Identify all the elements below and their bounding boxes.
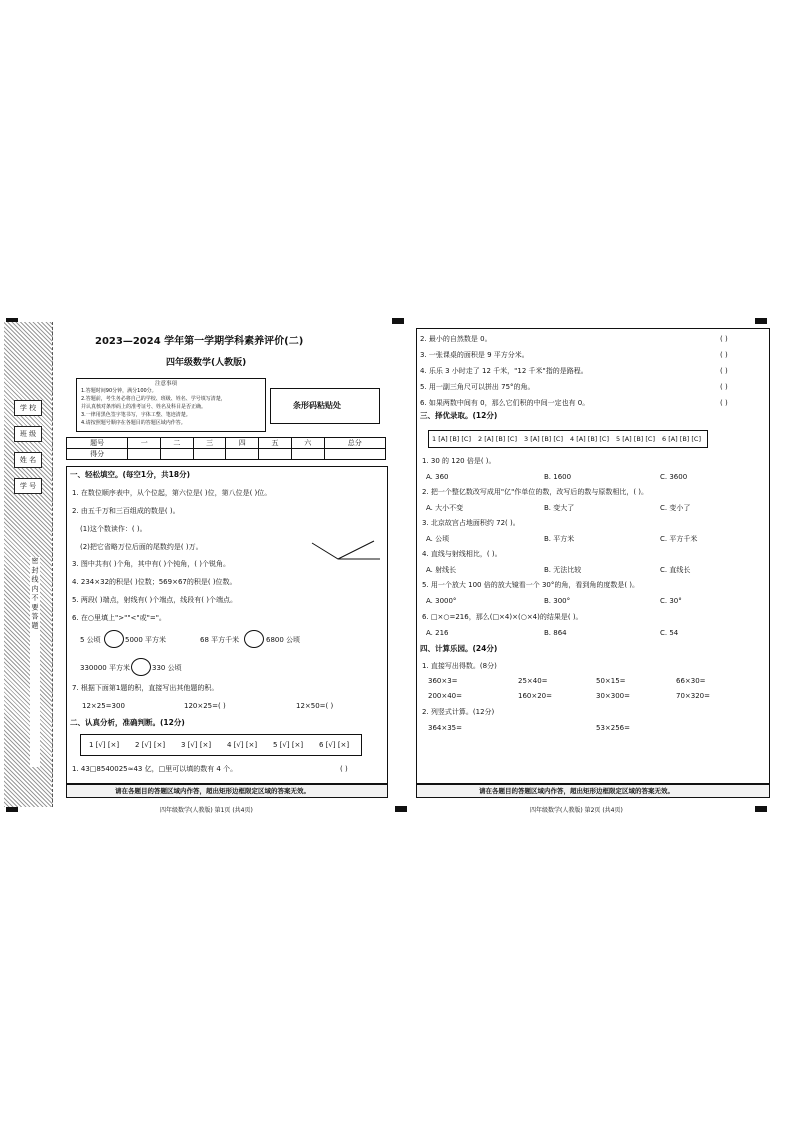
exam-title: 2023—2024 学年第一学期学科素养评价(二) bbox=[95, 336, 304, 347]
compare-circle[interactable] bbox=[244, 630, 264, 648]
calc-title-1: 1. 直接写出得数。(8分) bbox=[422, 662, 497, 670]
choice-question-4: 4. 直线与射线相比，( )。 bbox=[422, 550, 502, 558]
product-blank: 12×50=( ) bbox=[296, 702, 334, 710]
notice-line: 3.一律用黑色签字笔书写，字体工整、笔迹清楚。 bbox=[81, 412, 191, 418]
question-fill-4: 4. 234×32的积是( )位数；569×67的积是( )位数。 bbox=[72, 578, 237, 586]
judge-option[interactable]: 3 [√] [×] bbox=[181, 741, 212, 749]
page2-footer-bar bbox=[416, 784, 770, 798]
judge-option[interactable]: 4 [√] [×] bbox=[227, 741, 258, 749]
seal-line-text: 密 封 线 内 不 要 答 题 bbox=[30, 557, 40, 767]
calc-item[interactable]: 66×30= bbox=[676, 677, 706, 685]
judge-option[interactable]: 5 [√] [×] bbox=[273, 741, 304, 749]
option-b[interactable]: B. 无法比较 bbox=[544, 566, 582, 574]
compare-left: 330000 平方米 bbox=[80, 664, 130, 672]
product-blank: 120×25=( ) bbox=[184, 702, 226, 710]
option-b[interactable]: B. 300° bbox=[544, 597, 571, 605]
section4-title: 四、计算乐园。(24分) bbox=[420, 644, 498, 653]
angle-diagram bbox=[310, 539, 382, 565]
score-cell[interactable] bbox=[259, 449, 292, 460]
question-fill-5: 5. 两段( )端点，射线有( )个端点，线段有( )个端点。 bbox=[72, 596, 237, 604]
choice-option[interactable]: 3 [A] [B] [C] bbox=[524, 435, 563, 443]
judge-question-6: 6. 如果两数中间有 0，那么它们积的中间一定也有 0。 bbox=[420, 399, 590, 407]
score-cell[interactable] bbox=[128, 449, 161, 460]
score-header: 三 bbox=[193, 438, 226, 449]
question-fill-6: 6. 在○里填上">""<"或"="。 bbox=[72, 614, 166, 622]
option-a[interactable]: A. 射线长 bbox=[426, 566, 457, 574]
answer-paren[interactable]: ( ) bbox=[720, 335, 728, 343]
choice-option[interactable]: 1 [A] [B] [C] bbox=[432, 435, 471, 443]
question-fill-1: 1. 在数位顺序表中，从个位起，第六位是( )位，第八位是( )位。 bbox=[72, 489, 272, 497]
choice-question-1: 1. 30 的 120 倍是( )。 bbox=[422, 457, 496, 465]
calc-item[interactable]: 50×15= bbox=[596, 677, 626, 685]
judge-question-4: 4. 乐乐 3 小时走了 12 千米，"12 千米"指的是路程。 bbox=[420, 367, 588, 375]
option-a[interactable]: A. 216 bbox=[426, 629, 449, 637]
section3-title: 三、择优录取。(12分) bbox=[420, 411, 498, 420]
column-calc-item[interactable]: 53×256= bbox=[596, 724, 630, 732]
question-fill-2b: (2)把它省略万位后面的尾数约是( )万。 bbox=[80, 543, 203, 551]
notice-box bbox=[76, 378, 266, 432]
option-b[interactable]: B. 1600 bbox=[544, 473, 572, 481]
footer-note: 请在各题目的答题区域内作答，超出矩形边框限定区域的答案无效。 bbox=[115, 787, 310, 795]
answer-paren[interactable]: ( ) bbox=[720, 351, 728, 359]
calc-item[interactable]: 70×320= bbox=[676, 692, 710, 700]
option-c[interactable]: C. 3600 bbox=[660, 473, 688, 481]
judge-question-2: 2. 最小的自然数是 0。 bbox=[420, 335, 492, 343]
calc-title-2: 2. 列竖式计算。(12分) bbox=[422, 708, 495, 716]
judge-question-3: 3. 一张课桌的面积是 9 平方分米。 bbox=[420, 351, 529, 359]
score-cell[interactable] bbox=[324, 449, 385, 460]
notice-line: 1.答题时间90分钟，满分100分。 bbox=[81, 388, 157, 394]
option-c[interactable]: C. 平方千米 bbox=[660, 535, 698, 543]
column-calc-item[interactable]: 364×35= bbox=[428, 724, 462, 732]
choice-question-6: 6. □×○=216，那么(□×4)×(○×4)的结果是( )。 bbox=[422, 613, 583, 621]
option-c[interactable]: C. 54 bbox=[660, 629, 679, 637]
choice-question-5: 5. 用一个放大 100 倍的放大镜看一个 30°的角，看到角的度数是( )。 bbox=[422, 581, 640, 589]
choice-question-2: 2. 把一个整亿数改写成用"亿"作单位的数，改写后的数与原数相比，( )。 bbox=[422, 488, 649, 496]
calc-item[interactable]: 360×3= bbox=[428, 677, 458, 685]
notice-line: 2.答题前，考生务必将自己的学校、班级、姓名、学号填写清楚， bbox=[81, 396, 226, 402]
notice-line: 4.请按照题号顺序在各题目的答题区域内作答。 bbox=[81, 420, 186, 426]
option-a[interactable]: A. 大小不变 bbox=[426, 504, 464, 512]
registration-mark bbox=[755, 806, 767, 812]
answer-paren[interactable]: ( ) bbox=[340, 765, 348, 773]
compare-left: 5 公顷 bbox=[80, 636, 101, 644]
answer-paren[interactable]: ( ) bbox=[720, 367, 728, 375]
binding-sidebar bbox=[4, 322, 53, 807]
score-header: 五 bbox=[259, 438, 292, 449]
choice-option[interactable]: 2 [A] [B] [C] bbox=[478, 435, 517, 443]
question-fill-2a: (1)这个数读作：( )。 bbox=[80, 525, 147, 533]
judge-question-1: 1. 43□8540025≈43 亿，□里可以填的数有 4 个。 bbox=[72, 765, 238, 773]
judge-option[interactable]: 1 [√] [×] bbox=[89, 741, 120, 749]
student-id-field: 学 号 bbox=[14, 478, 42, 494]
school-field: 学 校 bbox=[14, 400, 42, 416]
score-cell[interactable] bbox=[226, 449, 259, 460]
choice-option[interactable]: 4 [A] [B] [C] bbox=[570, 435, 609, 443]
judge-option[interactable]: 6 [√] [×] bbox=[319, 741, 350, 749]
option-c[interactable]: C. 直线长 bbox=[660, 566, 691, 574]
answer-paren[interactable]: ( ) bbox=[720, 383, 728, 391]
score-header: 四 bbox=[226, 438, 259, 449]
product-given: 12×25=300 bbox=[82, 702, 125, 710]
option-b[interactable]: B. 864 bbox=[544, 629, 567, 637]
compare-right: 330 公顷 bbox=[152, 664, 182, 672]
page-number: 四年级数学(人教版) 第1页 (共4页) bbox=[160, 807, 253, 814]
choice-question-3: 3. 北京故宫占地面积约 72( )。 bbox=[422, 519, 520, 527]
compare-circle[interactable] bbox=[104, 630, 124, 648]
calc-item[interactable]: 200×40= bbox=[428, 692, 462, 700]
option-a[interactable]: A. 3000° bbox=[426, 597, 457, 605]
question-fill-7: 7. 根据下面第1题的积，直接写出其他题的积。 bbox=[72, 684, 219, 692]
option-a[interactable]: A. 360 bbox=[426, 473, 449, 481]
answer-paren[interactable]: ( ) bbox=[720, 399, 728, 407]
score-cell[interactable] bbox=[291, 449, 324, 460]
compare-right: 6800 公顷 bbox=[266, 636, 301, 644]
barcode-area bbox=[270, 388, 380, 424]
registration-mark bbox=[755, 318, 767, 324]
option-c[interactable]: C. 30° bbox=[660, 597, 682, 605]
section1-title: 一、轻松填空。(每空1分，共18分) bbox=[70, 470, 191, 479]
choice-option[interactable]: 6 [A] [B] [C] bbox=[662, 435, 701, 443]
compare-right: 5000 平方米 bbox=[125, 636, 167, 644]
option-b[interactable]: B. 变大了 bbox=[544, 504, 575, 512]
score-header: 题号 bbox=[67, 438, 128, 449]
score-table bbox=[66, 437, 386, 460]
question-fill-3: 3. 图中共有( )个角，其中有( )个钝角，( )个锐角。 bbox=[72, 560, 230, 568]
section2-title: 二、认真分析，准确判断。(12分) bbox=[70, 718, 185, 727]
compare-left: 68 平方千米 bbox=[200, 636, 240, 644]
calc-item[interactable]: 160×20= bbox=[518, 692, 552, 700]
notice-heading: 注意事项 bbox=[155, 381, 178, 387]
option-b[interactable]: B. 平方米 bbox=[544, 535, 575, 543]
registration-mark bbox=[392, 318, 404, 324]
score-header: 总分 bbox=[324, 438, 385, 449]
choice-option[interactable]: 5 [A] [B] [C] bbox=[616, 435, 655, 443]
judge-answer-key bbox=[80, 734, 362, 756]
page1-footer-bar bbox=[66, 784, 388, 798]
barcode-label: 条形码粘贴处 bbox=[293, 401, 341, 410]
compare-circle[interactable] bbox=[131, 658, 151, 676]
option-c[interactable]: C. 变小了 bbox=[660, 504, 691, 512]
score-cell[interactable] bbox=[161, 449, 194, 460]
score-header: 一 bbox=[128, 438, 161, 449]
notice-line: 并认真核对条形码上的准考证号、姓名及科目是否正确。 bbox=[81, 404, 207, 410]
option-a[interactable]: A. 公顷 bbox=[426, 535, 450, 543]
judge-option[interactable]: 2 [√] [×] bbox=[135, 741, 166, 749]
score-header: 六 bbox=[291, 438, 324, 449]
class-field: 班 级 bbox=[14, 426, 42, 442]
judge-question-5: 5. 用一副三角尺可以拼出 75°的角。 bbox=[420, 383, 535, 391]
name-field: 姓 名 bbox=[14, 452, 42, 468]
choice-answer-key bbox=[428, 430, 708, 448]
footer-note: 请在各题目的答题区域内作答，超出矩形边框限定区域的答案无效。 bbox=[479, 787, 674, 795]
page-number: 四年级数学(人教版) 第2页 (共4页) bbox=[530, 807, 623, 814]
calc-item[interactable]: 30×300= bbox=[596, 692, 630, 700]
score-header: 二 bbox=[161, 438, 194, 449]
registration-mark bbox=[395, 806, 407, 812]
question-fill-2: 2. 由五千万和三百组成的数是( )。 bbox=[72, 507, 180, 515]
exam-subtitle: 四年级数学(人教版) bbox=[166, 358, 247, 368]
score-row-label: 得分 bbox=[67, 449, 128, 460]
score-cell[interactable] bbox=[193, 449, 226, 460]
calc-item[interactable]: 25×40= bbox=[518, 677, 548, 685]
